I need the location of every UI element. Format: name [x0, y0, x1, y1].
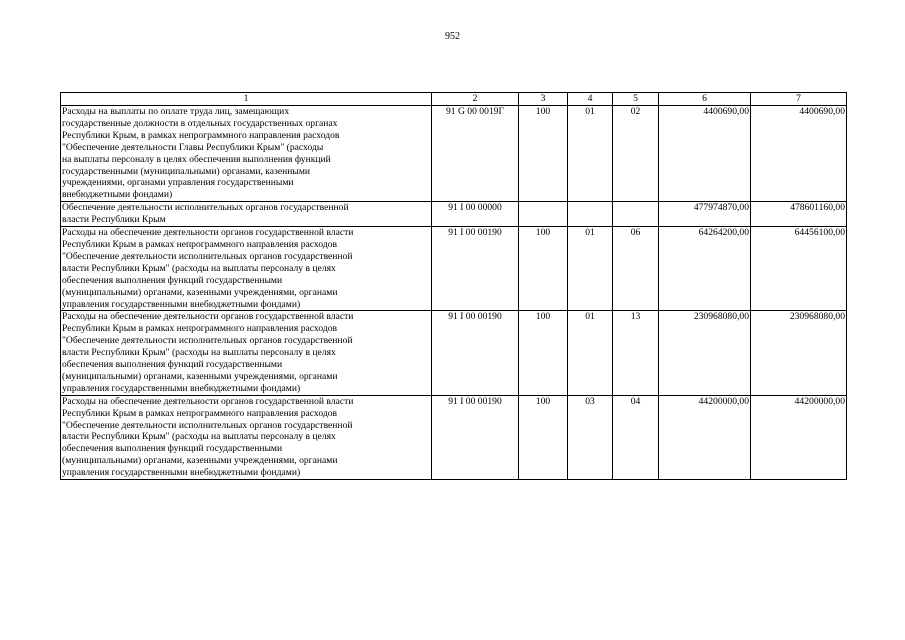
- column-header-4: 4: [568, 93, 613, 106]
- section-cell: 01: [568, 227, 613, 311]
- target-article-code-cell: 91 I 00 00190: [432, 395, 519, 479]
- column-header-3: 3: [519, 93, 568, 106]
- target-article-code-cell: 91 I 00 00190: [432, 227, 519, 311]
- expense-type-cell: 100: [519, 395, 568, 479]
- section-cell: 01: [568, 106, 613, 202]
- expense-name-line: Республики Крым в рамках непрограммного направления расходов: [62, 323, 338, 335]
- table-row: [61, 202, 847, 227]
- expense-name-line: государственные должности в отдельных государственных органах: [62, 117, 338, 129]
- expense-name-line: Расходы на обеспечение деятельности органов государственной власти: [62, 227, 354, 239]
- expense-name-line: Республики Крым в рамках непрограммного направления расходов: [62, 407, 338, 419]
- table-row: [61, 311, 847, 395]
- section-cell: 01: [568, 311, 613, 395]
- expense-name-line: на выплаты персоналу в целях обеспечения выполнения функций: [62, 153, 331, 165]
- page-number: 952: [445, 31, 460, 42]
- table-body: [61, 106, 847, 480]
- expense-name-cell: [61, 311, 432, 395]
- section-cell: 03: [568, 395, 613, 479]
- expense-type-cell: 100: [519, 227, 568, 311]
- expense-name-line: Расходы на обеспечение деятельности органов государственной власти: [62, 311, 354, 323]
- expense-name-line: Обеспечение деятельности исполнительных органов государственной: [62, 202, 349, 214]
- expense-name-line: власти Республики Крым" (расходы на выплаты персоналу в целях: [62, 347, 336, 359]
- expense-name-line: Расходы на выплаты по оплате труда лиц, замещающих: [62, 106, 290, 117]
- table-row: [61, 395, 847, 479]
- subsection-cell: 06: [613, 227, 659, 311]
- column-header-5: 5: [613, 93, 659, 106]
- amount-year-2-cell: 64456100,00: [751, 227, 847, 311]
- subsection-cell: [613, 202, 659, 227]
- expense-name-line: учреждениями, органами управления государственными: [62, 177, 294, 189]
- table-row: [61, 227, 847, 311]
- expense-name-cell: [61, 202, 432, 227]
- expense-name-line: управления государственными внебюджетными фондами): [62, 298, 301, 310]
- expense-name-line: (муниципальными) органами, казенными учреждениями, органами: [62, 286, 338, 298]
- expense-name-cell: [61, 227, 432, 311]
- expense-name-line: власти Республики Крым" (расходы на выплаты персоналу в целях: [62, 262, 336, 274]
- expense-name-line: (муниципальными) органами, казенными учреждениями, органами: [62, 370, 338, 382]
- expense-name-line: обеспечения выполнения функций государственными: [62, 443, 283, 455]
- column-header-7: 7: [751, 93, 847, 106]
- target-article-code-cell: 91 I 00 00000: [432, 202, 519, 227]
- subsection-cell: 02: [613, 106, 659, 202]
- amount-year-1-cell: 230968080,00: [659, 311, 751, 395]
- expense-name-line: обеспечения выполнения функций государственными: [62, 274, 283, 286]
- amount-year-2-cell: 478601160,00: [751, 202, 847, 227]
- amount-year-1-cell: 64264200,00: [659, 227, 751, 311]
- amount-year-1-cell: 477974870,00: [659, 202, 751, 227]
- expense-name-line: управления государственными внебюджетными фондами): [62, 467, 301, 479]
- subsection-cell: 04: [613, 395, 659, 479]
- expense-name-line: "Обеспечение деятельности исполнительных органов государственной: [62, 419, 353, 431]
- section-cell: [568, 202, 613, 227]
- expense-name-cell: [61, 106, 432, 202]
- amount-year-1-cell: 4400690,00: [659, 106, 751, 202]
- budget-table: [60, 92, 847, 480]
- amount-year-2-cell: 4400690,00: [751, 106, 847, 202]
- expense-name-cell: [61, 395, 432, 479]
- column-header-1: 1: [61, 93, 432, 106]
- expense-name-line: (муниципальными) органами, казенными учреждениями, органами: [62, 455, 338, 467]
- expense-name-line: власти Республики Крым" (расходы на выплаты персоналу в целях: [62, 431, 336, 443]
- column-header-6: 6: [659, 93, 751, 106]
- table-row: [61, 106, 847, 202]
- table-header-row: [61, 93, 847, 106]
- expense-name-line: внебюджетными фондами): [62, 189, 173, 201]
- expense-type-cell: [519, 202, 568, 227]
- amount-year-1-cell: 44200000,00: [659, 395, 751, 479]
- expense-type-cell: 100: [519, 311, 568, 395]
- expense-name-line: обеспечения выполнения функций государственными: [62, 359, 283, 371]
- expense-name-line: Республики Крым, в рамках непрограммного направления расходов: [62, 129, 340, 141]
- expense-name-line: власти Республики Крым: [62, 214, 166, 226]
- expense-name-line: "Обеспечение деятельности исполнительных органов государственной: [62, 335, 353, 347]
- expense-name-line: "Обеспечение деятельности исполнительных органов государственной: [62, 250, 353, 262]
- target-article-code-cell: 91 G 00 0019Г: [432, 106, 519, 202]
- expense-type-cell: 100: [519, 106, 568, 202]
- amount-year-2-cell: 230968080,00: [751, 311, 847, 395]
- expense-name-line: Расходы на обеспечение деятельности органов государственной власти: [62, 395, 354, 407]
- expense-name-line: "Обеспечение деятельности Главы Республики Крым" (расходы: [62, 141, 324, 153]
- expense-name-line: Республики Крым в рамках непрограммного направления расходов: [62, 238, 338, 250]
- expense-name-line: управления государственными внебюджетными фондами): [62, 382, 301, 394]
- column-header-2: 2: [432, 93, 519, 106]
- amount-year-2-cell: 44200000,00: [751, 395, 847, 479]
- target-article-code-cell: 91 I 00 00190: [432, 311, 519, 395]
- expense-name-line: государственными (муниципальными) органами, казенными: [62, 165, 311, 177]
- subsection-cell: 13: [613, 311, 659, 395]
